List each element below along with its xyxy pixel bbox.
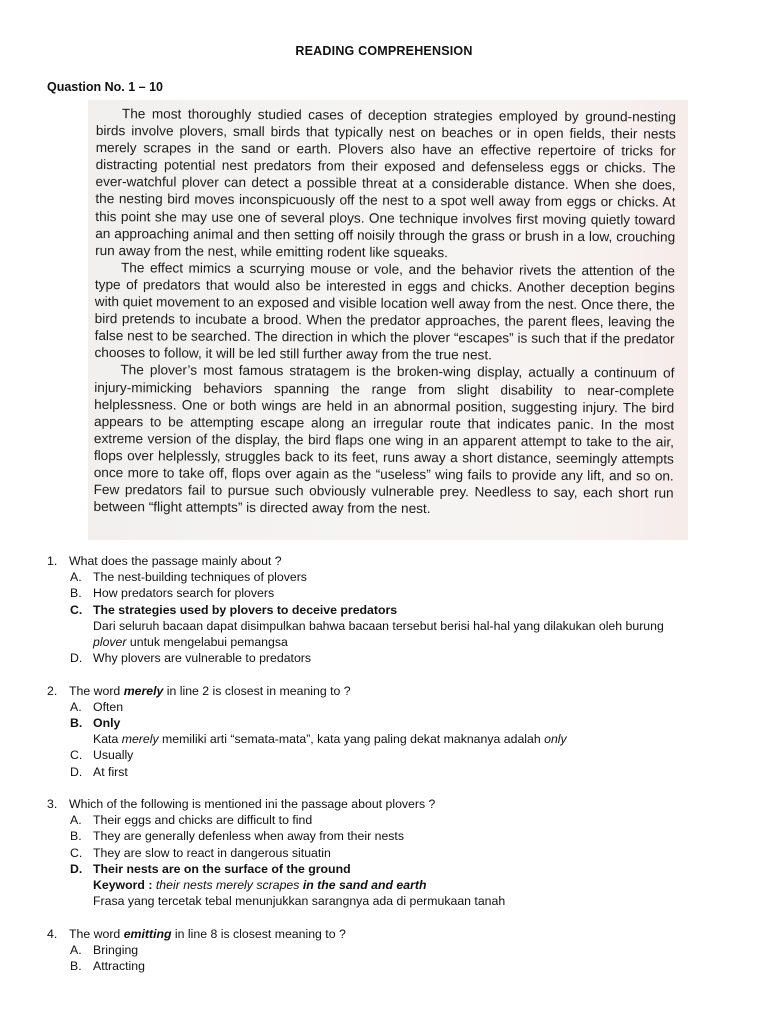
option-d: At first (93, 764, 128, 779)
option-letter: B. (70, 716, 83, 731)
passage-paragraph-1: The most thoroughly studied cases of deception strategies employed by ground-nesting birds involve plovers, small birds that typically nest on beaches or in open fields, their nests merely scrapes in the sand or earth. Plovers also have an effective repertoire of tricks for distracting potential nest predators from their exposed and defenseless eggs or chicks. The ever-watchful plover can detect a possible threat at a considerable distance. When she does, the nesting bird moves inconspicuously off the nest to a spot well away from eggs or chicks. At this point she may use one of several ploys. One technique involves first moving quietly toward an approaching animal and then setting off noisily through the grass or brush in a low, crouching run away from the nest, while emitting rodent like squeaks. (95, 106, 676, 260)
italic-term: merely (121, 732, 159, 747)
question-text (69, 683, 351, 699)
question-1 (47, 553, 727, 666)
target-word: emitting (123, 926, 172, 941)
question-list (47, 553, 727, 990)
question-text-post: in line 8 is closest meaning to ? (171, 926, 346, 941)
answer-explanation: Dari seluruh bacaan dapat disimpulkan bahwa bacaan tersebut berisi hal-hal yang dilakukan oleh burung (93, 618, 664, 633)
explanation-text: Kata (93, 732, 122, 747)
option-letter: D. (70, 861, 83, 876)
option-letter: A. (70, 813, 82, 828)
option-letter: A. (70, 942, 82, 957)
passage-paragraph-2: The effect mimics a scurrying mouse or vole, and the behavior rivets the attention of the type of predators that would also be interested in eggs and chicks. Another deception begins with quiet movement to an exposed and visible location well away from the nest. Once there, the bird pretends to incubate a brood. When the predator approaches, the parent flees, leaving the false nest to be searched. The direction in which the plover “escapes” is such that if the predator chooses to follow, it will be led still further away from the true nest. (94, 259, 676, 363)
question-number: 1. (47, 554, 58, 568)
option-letter: C. (70, 748, 83, 763)
italic-term: plover (93, 635, 127, 650)
answer-explanation: Frasa yang tercetak tebal menunjukkan sarangnya ada di permukaan tanah (93, 894, 506, 909)
option-letter: C. (70, 602, 83, 617)
option-b: They are generally defenless when away from their nests (93, 829, 404, 844)
option-c: They are slow to react in dangerous situatin (93, 845, 331, 860)
question-3 (47, 796, 727, 909)
option-a: Often (93, 699, 124, 714)
option-b: Attracting (93, 959, 145, 974)
keyword-italic: their nests merely scrapes (155, 878, 300, 893)
keyword-line (93, 877, 727, 893)
option-c-correct: The strategies used by plovers to deceive predators (93, 602, 398, 617)
option-b-correct: Only (93, 716, 121, 731)
option-a: Their eggs and chicks are difficult to find (93, 813, 313, 828)
option-a: Bringing (93, 942, 139, 957)
question-number: 4. (47, 926, 58, 941)
keyword-bold: in the sand and earth (299, 878, 427, 893)
italic-term: only (544, 732, 567, 747)
reading-passage (93, 105, 675, 519)
explanation-text: untuk mengelabui pemangsa (126, 635, 288, 650)
option-c: Usually (93, 748, 134, 763)
option-letter: C. (70, 845, 83, 860)
option-d: Why plovers are vulnerable to predators (93, 651, 312, 666)
option-letter: A. (70, 570, 82, 585)
option-letter: D. (70, 764, 83, 779)
question-text: What does the passage mainly about ? (69, 554, 282, 568)
option-b: How predators search for plovers (93, 586, 275, 601)
target-word: merely (123, 683, 164, 698)
section-subtitle: Quastion No. 1 – 10 (47, 80, 164, 94)
explanation-text: memiliki arti “semata-mata”, kata yang paling dekat maknanya adalah (158, 732, 545, 747)
question-number: 2. (47, 683, 58, 698)
question-text: Which of the following is mentioned ini the passage about plovers ? (69, 797, 436, 812)
question-text-post: in line 2 is closest in meaning to ? (163, 683, 351, 698)
option-letter: D. (70, 651, 83, 666)
answer-explanation-cont (93, 634, 727, 650)
question-text-pre: The word (69, 683, 124, 698)
option-d-correct: Their nests are on the surface of the ground (93, 861, 351, 876)
keyword-label: Keyword : (93, 878, 156, 893)
option-a: The nest-building techniques of plovers (93, 570, 307, 585)
answer-explanation (93, 731, 727, 747)
option-letter: B. (70, 959, 82, 974)
question-text-pre: The word (69, 926, 124, 941)
passage-paragraph-3: The plover’s most famous stratagem is the broken-wing display, actually a continuum of injury-mimicking behaviors spanning the range from slight disability to near-complete helplessness. One or both wings are held in an abnormal position, suggesting injury. The bird appears to be attempting escape along an irregular route that indicates panic. In the most extreme version of the display, the bird flaps one wing in an apparent attempt to take to the air, flops over helplessly, struggles back to its feet, runs away a short distance, seemingly attempts once more to take off, flops over again as the “useless” wing fails to provide any lift, and so on. Few predators fail to pursue such obviously vulnerable prey. Needless to say, each short run between “flight attempts” is directed away from the nest. (93, 362, 675, 517)
question-text (69, 926, 346, 942)
page-title: READING COMPREHENSION (295, 44, 473, 58)
option-letter: B. (70, 829, 82, 844)
option-letter: A. (70, 699, 82, 714)
question-4 (47, 926, 727, 975)
option-letter: B. (70, 586, 82, 601)
question-number: 3. (47, 797, 58, 812)
question-2 (47, 683, 727, 780)
